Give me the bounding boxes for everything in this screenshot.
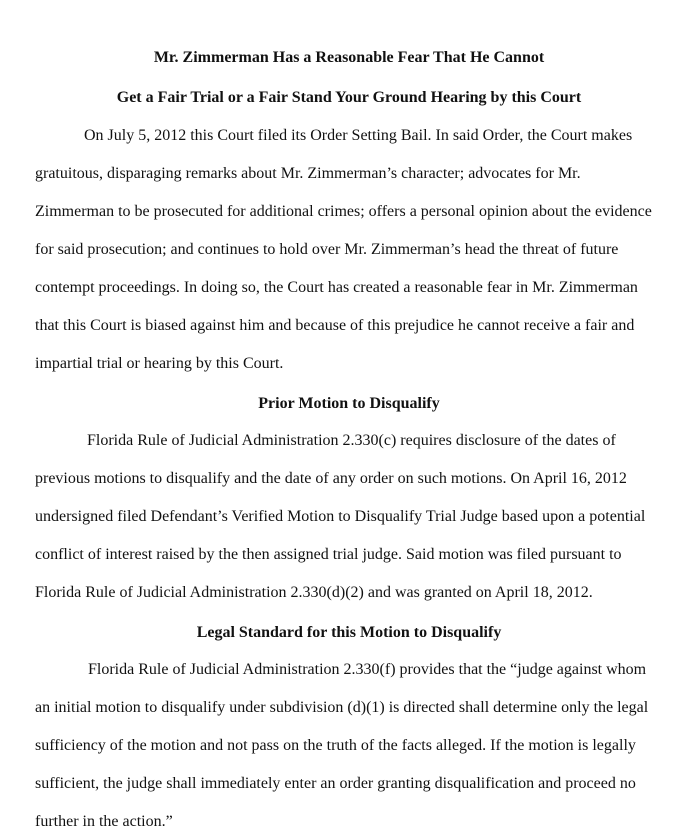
paragraph-line: sufficiency of the motion and not pass on the truth of the facts alleged. If the motion is legally	[35, 737, 636, 754]
section-heading-line: Legal Standard for this Motion to Disqualify	[196, 624, 502, 641]
paragraph-line: an initial motion to disqualify under subdivision (d)(1) is directed shall determine only the legal	[35, 699, 649, 716]
paragraph-line: impartial trial or hearing by this Court.	[35, 355, 284, 372]
paragraph-line: Florida Rule of Judicial Administration 2.330(f) provides that the “judge against whom	[88, 661, 647, 678]
section-heading-line: Mr. Zimmerman Has a Reasonable Fear That He Cannot	[153, 49, 545, 66]
section-heading-line: Get a Fair Trial or a Fair Stand Your Ground Hearing by this Court	[116, 89, 582, 106]
paragraph-line: for said prosecution; and continues to hold over Mr. Zimmerman’s head the threat of future	[35, 241, 619, 258]
paragraph-line: conflict of interest raised by the then assigned trial judge. Said motion was filed pursuant to	[35, 546, 622, 563]
section-heading-line: Prior Motion to Disqualify	[258, 395, 440, 412]
paragraph-line: further in the action.”	[35, 813, 173, 830]
paragraph-line: Florida Rule of Judicial Administration 2.330(d)(2) and was granted on April 18, 2012.	[35, 584, 593, 601]
paragraph-line: undersigned filed Defendant’s Verified Motion to Disqualify Trial Judge based upon a potential	[35, 508, 646, 525]
paragraph-line: On July 5, 2012 this Court filed its Order Setting Bail. In said Order, the Court makes	[84, 127, 633, 144]
paragraph-line: contempt proceedings. In doing so, the Court has created a reasonable fear in Mr. Zimmerman	[35, 279, 638, 296]
paragraph-line: Florida Rule of Judicial Administration 2.330(c) requires disclosure of the dates of	[87, 432, 616, 449]
paragraph-line: gratuitous, disparaging remarks about Mr. Zimmerman’s character; advocates for Mr.	[35, 165, 581, 182]
paragraph-line: previous motions to disqualify and the date of any order on such motions. On April 16, 2012	[35, 470, 627, 487]
paragraph-line: that this Court is biased against him and because of this prejudice he cannot receive a fair and	[35, 317, 635, 334]
paragraph-line: sufficient, the judge shall immediately enter an order granting disqualification and proceed no	[35, 775, 636, 792]
paragraph-line: Zimmerman to be prosecuted for additional crimes; offers a personal opinion about the evidence	[35, 203, 652, 220]
